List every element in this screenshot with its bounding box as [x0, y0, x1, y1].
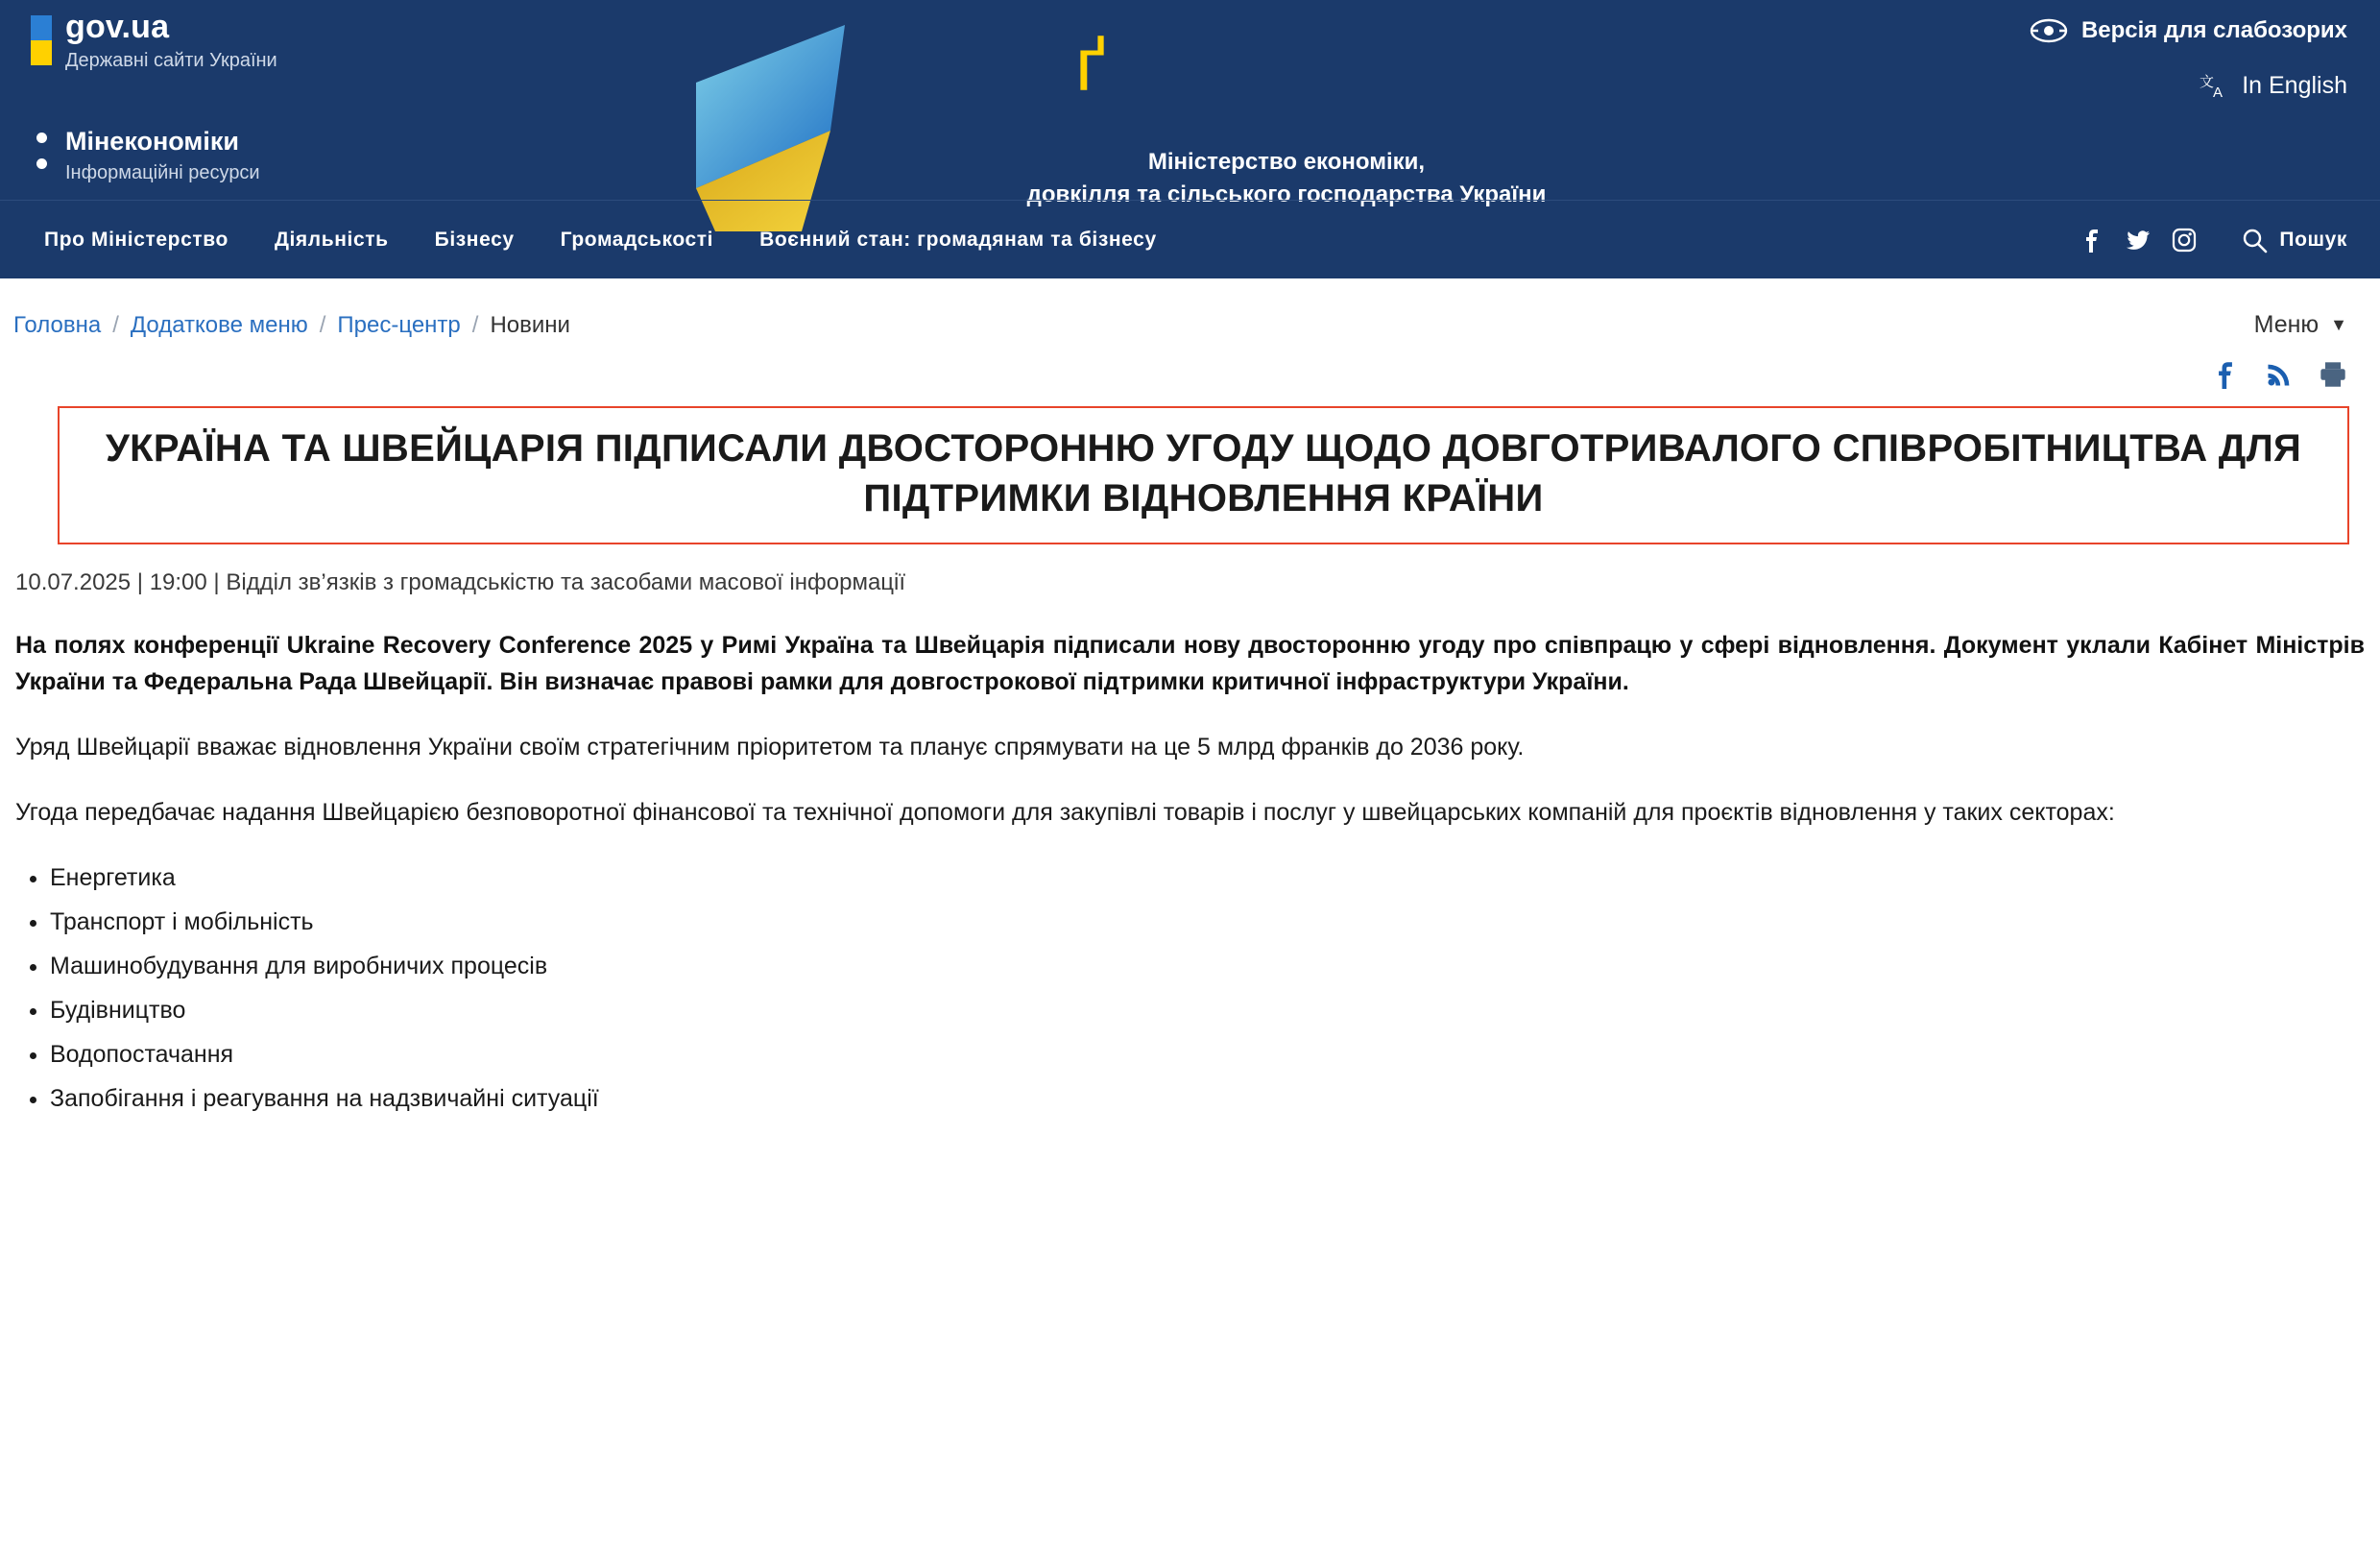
ministry-full-line1: Міністерство економіки, — [1147, 149, 1426, 175]
eye-icon — [2030, 18, 2068, 43]
header-utilities — [2030, 17, 2347, 100]
ministry-resources-label: Інформаційні ресурси — [65, 162, 260, 183]
rss-icon[interactable] — [2265, 360, 2294, 389]
share-bar — [0, 339, 2380, 389]
site-header — [0, 0, 2380, 278]
breadcrumb-separator: / — [319, 311, 326, 338]
main-navigation — [0, 200, 2380, 278]
translate-icon — [2200, 71, 2230, 100]
language-label: In English — [2242, 71, 2347, 99]
menu-label: Меню — [2253, 311, 2320, 338]
breadcrumb-current: Новини — [490, 311, 570, 338]
facebook-icon[interactable] — [2079, 228, 2104, 253]
gov-ua-subtitle: Державні сайти України — [65, 50, 277, 71]
nav-item-activity[interactable]: Діяльність — [274, 228, 389, 251]
article-meta: 10.07.2025 | 19:00 | Відділ зв’язків з громадськістю та засобами масової інформації — [15, 569, 906, 595]
page-title: УКРАЇНА ТА ШВЕЙЦАРІЯ ПІДПИСАЛИ ДВОСТОРОННЮ УГОДУ ЩОДО ДОВГОТРИВАЛОГО СПІВРОБІТНИЦТВА ДЛЯ ПІДТРИМКИ ВІДНОВЛЕННЯ КРАЇНИ — [105, 427, 2302, 519]
gov-ua-brand[interactable] — [31, 8, 277, 73]
breadcrumb-row — [0, 278, 2380, 339]
svg-text:文: 文 — [2200, 74, 2215, 90]
menu-dropdown-toggle[interactable] — [2254, 311, 2347, 339]
search-button[interactable] — [2241, 227, 2347, 254]
list-item: • Машинобудування для виробничих процесів — [50, 944, 2365, 988]
accessibility-label: Версія для слабозорих — [2080, 17, 2347, 43]
ministry-short-name: Мінекономіки — [65, 127, 239, 156]
sectors-list — [15, 856, 2365, 1121]
article-paragraph-1: Уряд Швейцарії вважає відновлення України своїм стратегічним пріоритетом та планує спрямувати на це 5 млрд франків до 2036 року. — [15, 734, 1525, 761]
gov-ua-title: gov.ua — [65, 9, 170, 45]
facebook-share-icon[interactable] — [2211, 360, 2240, 389]
breadcrumb-separator: / — [112, 311, 119, 338]
nav-item-public[interactable]: Громадськості — [560, 228, 714, 251]
social-links — [2079, 228, 2197, 253]
svg-text:A: A — [2213, 85, 2224, 100]
article-lead: На полях конференції Ukraine Recovery Conference 2025 у Римі Україна та Швейцарія підписали нову двосторонню угоду про співпрацю у сфері відновлення. Документ уклали Кабінет Міністрів України та Федеральна Рада Швейцарії. Він визначає правові рамки для довгострокової підтримки критичної інфраструктури України. — [15, 632, 2365, 695]
trident-icon: ґ — [1075, 22, 1107, 107]
breadcrumb-item-home[interactable]: Головна — [13, 311, 102, 338]
twitter-icon[interactable] — [2126, 228, 2151, 253]
nav-item-about[interactable]: Про Міністерство — [44, 228, 228, 251]
accessibility-link[interactable] — [2030, 17, 2347, 44]
dots-icon — [31, 125, 52, 186]
list-item: • Будівництво — [50, 988, 2365, 1032]
article-paragraph-2: Угода передбачає надання Швейцарією безповоротної фінансової та технічної допомоги для закупівлі товарів і послуг у швейцарських компаній для проєктів відновлення у таких секторах: — [15, 799, 2115, 826]
headline-box — [58, 406, 2349, 544]
language-switch[interactable] — [2030, 71, 2347, 100]
ministry-brand[interactable] — [31, 125, 260, 186]
list-item: • Водопостачання — [50, 1032, 2365, 1076]
breadcrumb — [13, 312, 570, 339]
breadcrumb-item-extra-menu[interactable]: Додаткове меню — [130, 311, 308, 338]
instagram-icon[interactable] — [2172, 228, 2197, 253]
list-item: • Запобігання і реагування на надзвичайні ситуації — [50, 1076, 2365, 1121]
list-item: • Транспорт і мобільність — [50, 900, 2365, 944]
nav-item-business[interactable]: Бізнесу — [434, 228, 515, 251]
chevron-down-icon: ▼ — [2330, 315, 2347, 334]
article — [0, 406, 2380, 1159]
ukraine-flag-icon — [31, 15, 52, 65]
search-icon — [2241, 227, 2268, 254]
print-icon[interactable] — [2319, 360, 2347, 389]
ministry-full-line2: довкілля та сільського господарства України — [1026, 181, 1547, 207]
breadcrumb-separator: / — [471, 311, 479, 338]
search-label: Пошук — [2279, 228, 2347, 251]
list-item: • Енергетика — [50, 856, 2365, 900]
breadcrumb-item-press-center[interactable]: Прес-центр — [337, 311, 461, 338]
nav-item-martial-law[interactable]: Воєнний стан: громадянам та бізнесу — [759, 228, 1157, 251]
